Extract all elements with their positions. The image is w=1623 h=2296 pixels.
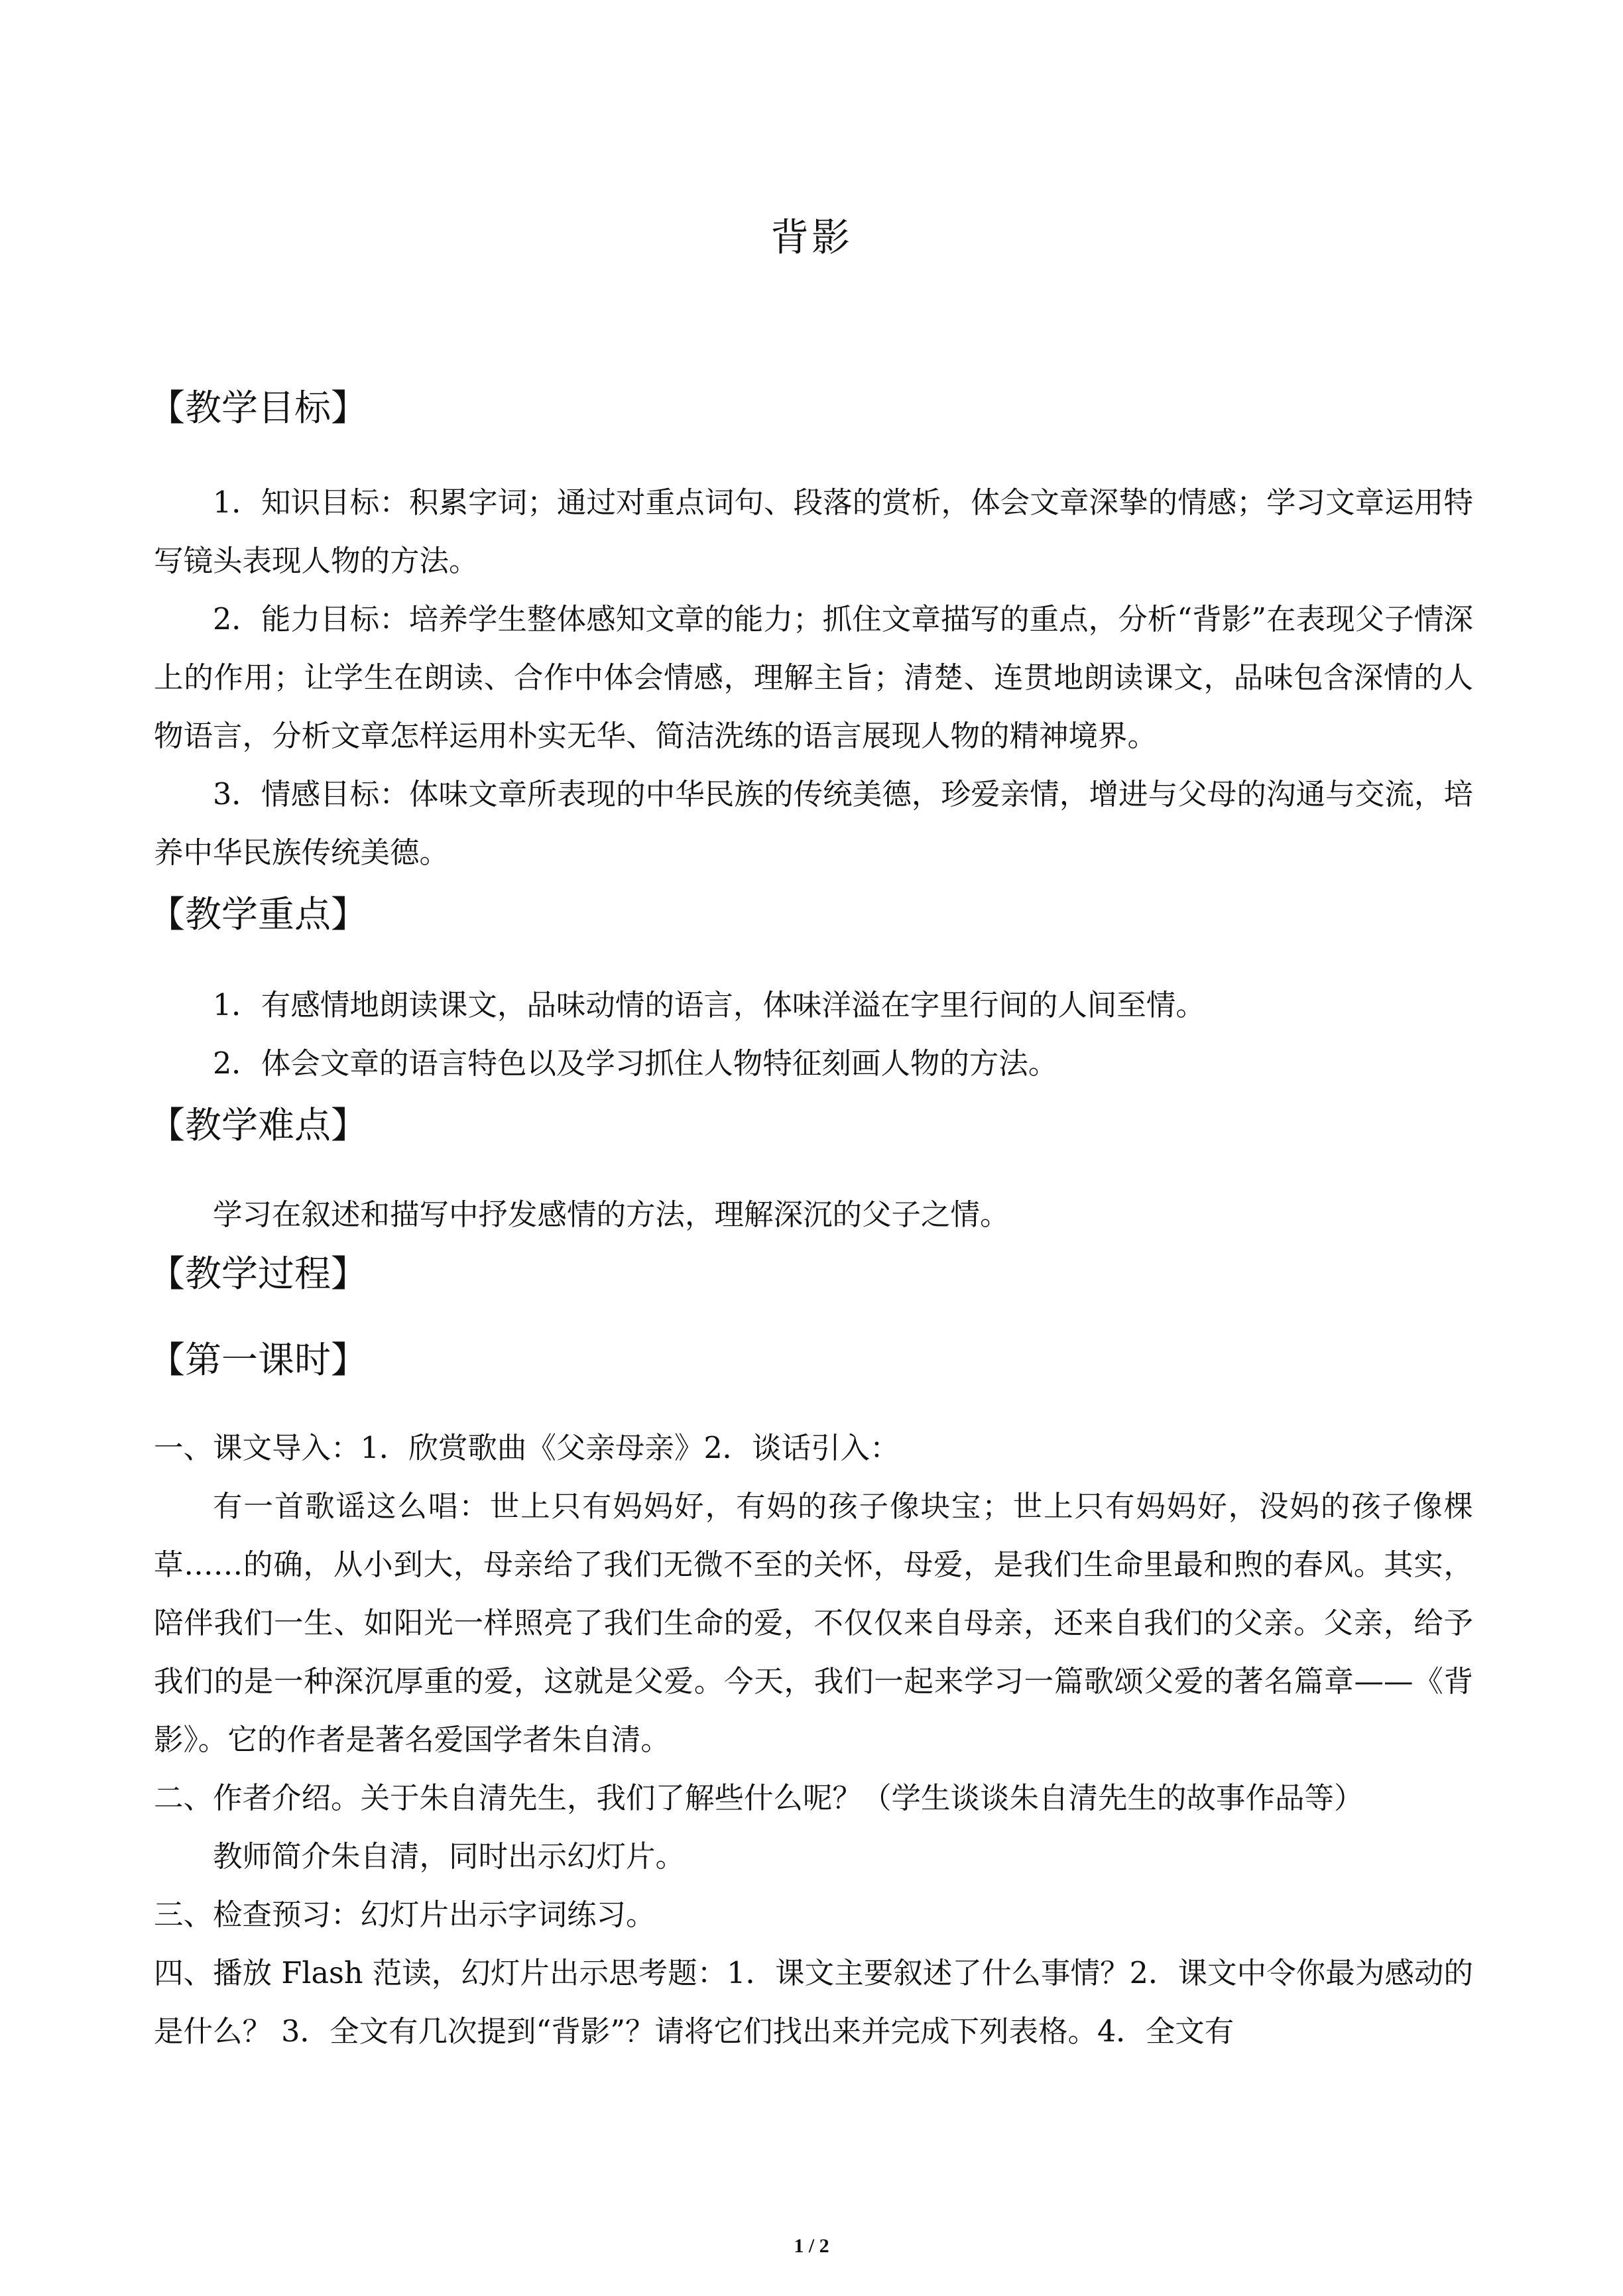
section-heading-key-points: 【教学重点】 (149, 893, 368, 936)
lesson-step-reading: 四、播放 Flash 范读，幻灯片出示思考题：1．课文主要叙述了什么事情？2．课文中令你最为感动的是什么？ 3．全文有几次提到“背影”？请将它们找出来并完成下列表格。4．全文有 (154, 1957, 1473, 2049)
section-heading-difficulties: 【教学难点】 (149, 1104, 368, 1146)
difficulty-text: 学习在叙述和描写中抒发感情的方法，理解深沉的父子之情。 (213, 1198, 1010, 1232)
objectives-list (154, 474, 1473, 882)
objective-item-knowledge: 1．知识目标：积累字词；通过对重点词句、段落的赏析，体会文章深挚的情感；学习文章运用特写镜头表现人物的方法。 (154, 486, 1473, 578)
section-heading-objectives: 【教学目标】 (149, 387, 368, 429)
document-body (149, 381, 1473, 2061)
objective-item-emotion: 3．情感目标：体味文章所表现的中华民族的传统美德，珍爱亲情，增进与父母的沟通与交流，培养中华民族传统美德。 (154, 778, 1473, 870)
lesson-step-intro: 一、课文导入：1．欣赏歌曲《父亲母亲》2．谈话引入： (154, 1431, 900, 1465)
lesson-step-author: 二、作者介绍。关于朱自清先生，我们了解些什么呢？（学生谈谈朱自清先生的故事作品等） (154, 1782, 1364, 1815)
document-title: 背影 (770, 215, 853, 260)
section-heading-process: 【教学过程】 (149, 1252, 368, 1295)
lesson-step-preview: 三、检查预习：幻灯片出示字词练习。 (154, 1898, 656, 1932)
objective-item-ability: 2．能力目标：培养学生整体感知文章的能力；抓住文章描写的重点，分析“背影”在表现父子情深上的作用；让学生在朗读、合作中体会情感，理解主旨；清楚、连贯地朗读课文，品味包含深情的人物语言，分析文章怎样运用朴实无华、简洁洗练的语言展现人物的精神境界。 (154, 603, 1473, 753)
page-number: 1 / 2 (794, 2235, 829, 2257)
key-point-item-1: 1．有感情地朗读课文，品味动情的语言，体味洋溢在字里行间的人间至情。 (213, 989, 1205, 1022)
section-heading-first-lesson: 【第一课时】 (149, 1339, 368, 1381)
lesson-step-intro-body: 有一首歌谣这么唱：世上只有妈妈好，有妈的孩子像块宝；世上只有妈妈好，没妈的孩子像棵草……的确，从小到大，母亲给了我们无微不至的关怀，母爱，是我们生命里最和煦的春风。其实，陪伴我们一生、如阳光一样照亮了我们生命的爱，不仅仅来自母亲，还来自我们的父亲。父亲，给予我们的是一种深沉厚重的爱，这就是父爱。今天，我们一起来学习一篇歌颂父爱的著名篇章——《背影》。它的作者是著名爱国学者朱自清。 (154, 1490, 1473, 1757)
lesson-step-author-body: 教师简介朱自清，同时出示幻灯片。 (213, 1840, 686, 1874)
key-points-list (154, 977, 1473, 1093)
key-point-item-2: 2．体会文章的语言特色以及学习抓住人物特征刻画人物的方法。 (213, 1047, 1058, 1081)
